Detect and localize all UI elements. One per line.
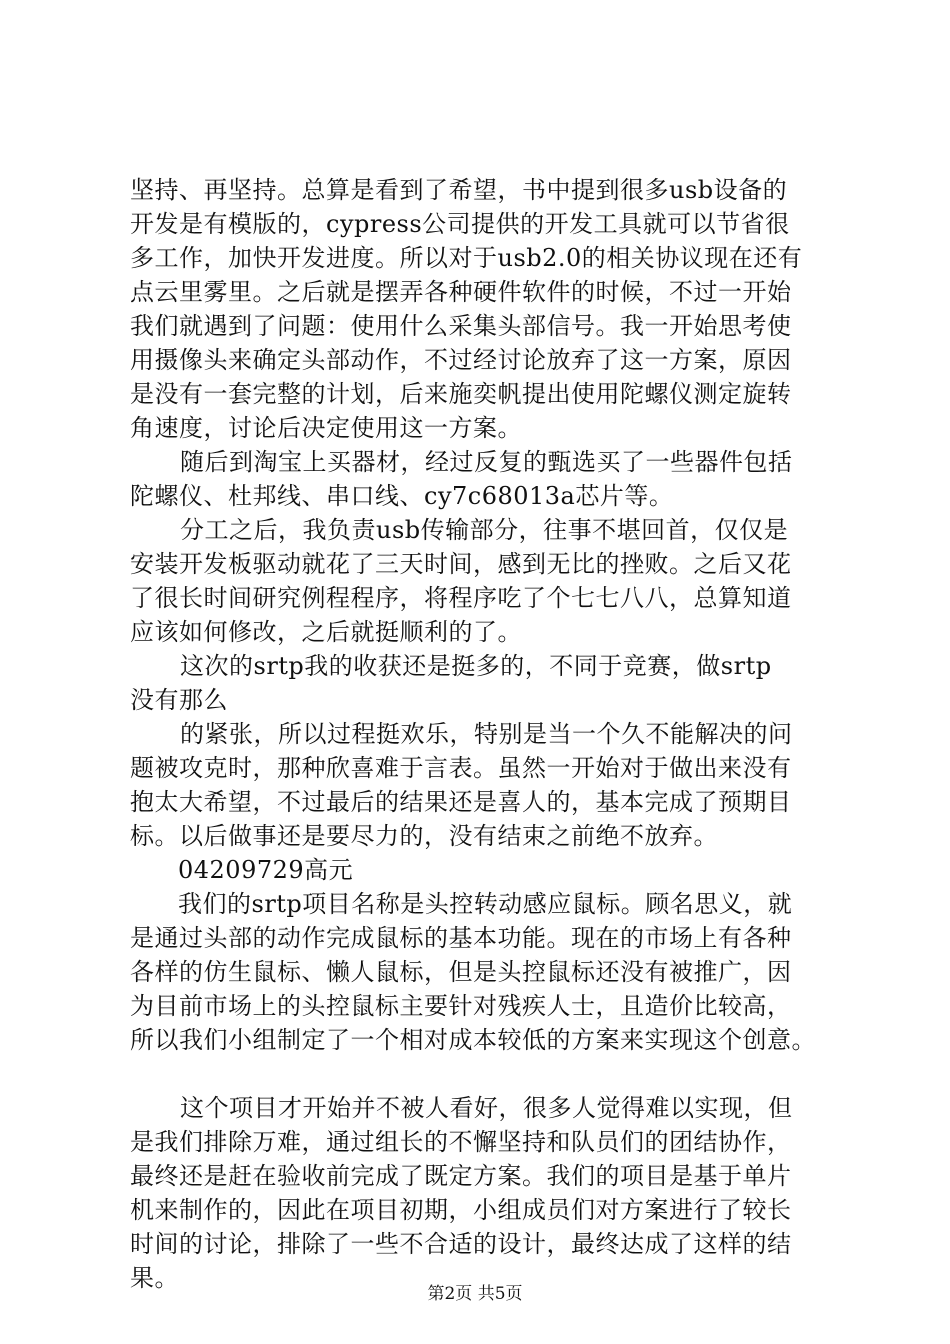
text-line: 用摄像头来确定头部动作，不过经讨论放弃了这一方案，原因 — [130, 346, 792, 374]
text-line: 时间的讨论，排除了一些不合适的设计，最终达成了这样的结 — [130, 1230, 792, 1258]
text-line: 果。 — [130, 1264, 179, 1292]
text-line: 安装开发板驱动就花了三天时间，感到无比的挫败。之后又花 — [130, 550, 792, 578]
author-line: 04209729高元 — [178, 856, 354, 884]
text-line: 我们就遇到了问题：使用什么采集头部信号。我一开始思考使 — [130, 312, 792, 340]
text-line: 应该如何修改，之后就挺顺利的了。 — [130, 618, 522, 646]
text-line: 最终还是赶在验收前完成了既定方案。我们的项目是基于单片 — [130, 1162, 792, 1190]
text-line: 所以我们小组制定了一个相对成本较低的方案来实现这个创意。 — [130, 1026, 816, 1054]
text-line: 机来制作的，因此在项目初期，小组成员们对方案进行了较长 — [130, 1196, 792, 1224]
text-line: 标。以后做事还是要尽力的，没有结束之前绝不放弃。 — [130, 822, 718, 850]
text-line: 陀螺仪、杜邦线、串口线、cy7c68013a芯片等。 — [130, 482, 674, 510]
paragraph-first-line: 分工之后，我负责usb传输部分，往事不堪回首，仅仅是 — [180, 516, 789, 544]
text-line: 抱太大希望，不过最后的结果还是喜人的，基本完成了预期目 — [130, 788, 792, 816]
text-line: 了很长时间研究例程程序，将程序吃了个七七八八，总算知道 — [130, 584, 792, 612]
text-line: 各样的仿生鼠标、懒人鼠标，但是头控鼠标还没有被推广，因 — [130, 958, 792, 986]
text-line: 坚持、再坚持。总算是看到了希望，书中提到很多usb设备的 — [130, 176, 788, 204]
text-line: 点云里雾里。之后就是摆弄各种硬件软件的时候，不过一开始 — [130, 278, 792, 306]
text-line: 多工作，加快开发进度。所以对于usb2.0的相关协议现在还有 — [130, 244, 803, 272]
paragraph-first-line: 这个项目才开始并不被人看好，很多人觉得难以实现，但 — [180, 1094, 793, 1122]
text-line: 是没有一套完整的计划，后来施奕帆提出使用陀螺仪测定旋转 — [130, 380, 792, 408]
text-line: 角速度，讨论后决定使用这一方案。 — [130, 414, 522, 442]
text-line: 为目前市场上的头控鼠标主要针对残疾人士，且造价比较高， — [130, 992, 792, 1020]
paragraph-first-line: 这次的srtp我的收获还是挺多的，不同于竞赛，做srtp — [180, 652, 772, 680]
paragraph-first-line: 的紧张，所以过程挺欢乐，特别是当一个久不能解决的问 — [180, 720, 793, 748]
page-number-footer: 第2页 共5页 — [427, 1284, 523, 1304]
text-line: 开发是有模版的，cypress公司提供的开发工具就可以节省很 — [130, 210, 790, 238]
text-line: 是我们排除万难，通过组长的不懈坚持和队员们的团结协作， — [130, 1128, 792, 1156]
paragraph-first-line: 随后到淘宝上买器材，经过反复的甄选买了一些器件包括 — [180, 448, 793, 476]
paragraph-first-line: 我们的srtp项目名称是头控转动感应鼠标。顾名思义，就 — [178, 890, 793, 918]
text-line: 是通过头部的动作完成鼠标的基本功能。现在的市场上有各种 — [130, 924, 792, 952]
text-line: 没有那么 — [130, 686, 228, 714]
text-line: 题被攻克时，那种欣喜难于言表。虽然一开始对于做出来没有 — [130, 754, 792, 782]
